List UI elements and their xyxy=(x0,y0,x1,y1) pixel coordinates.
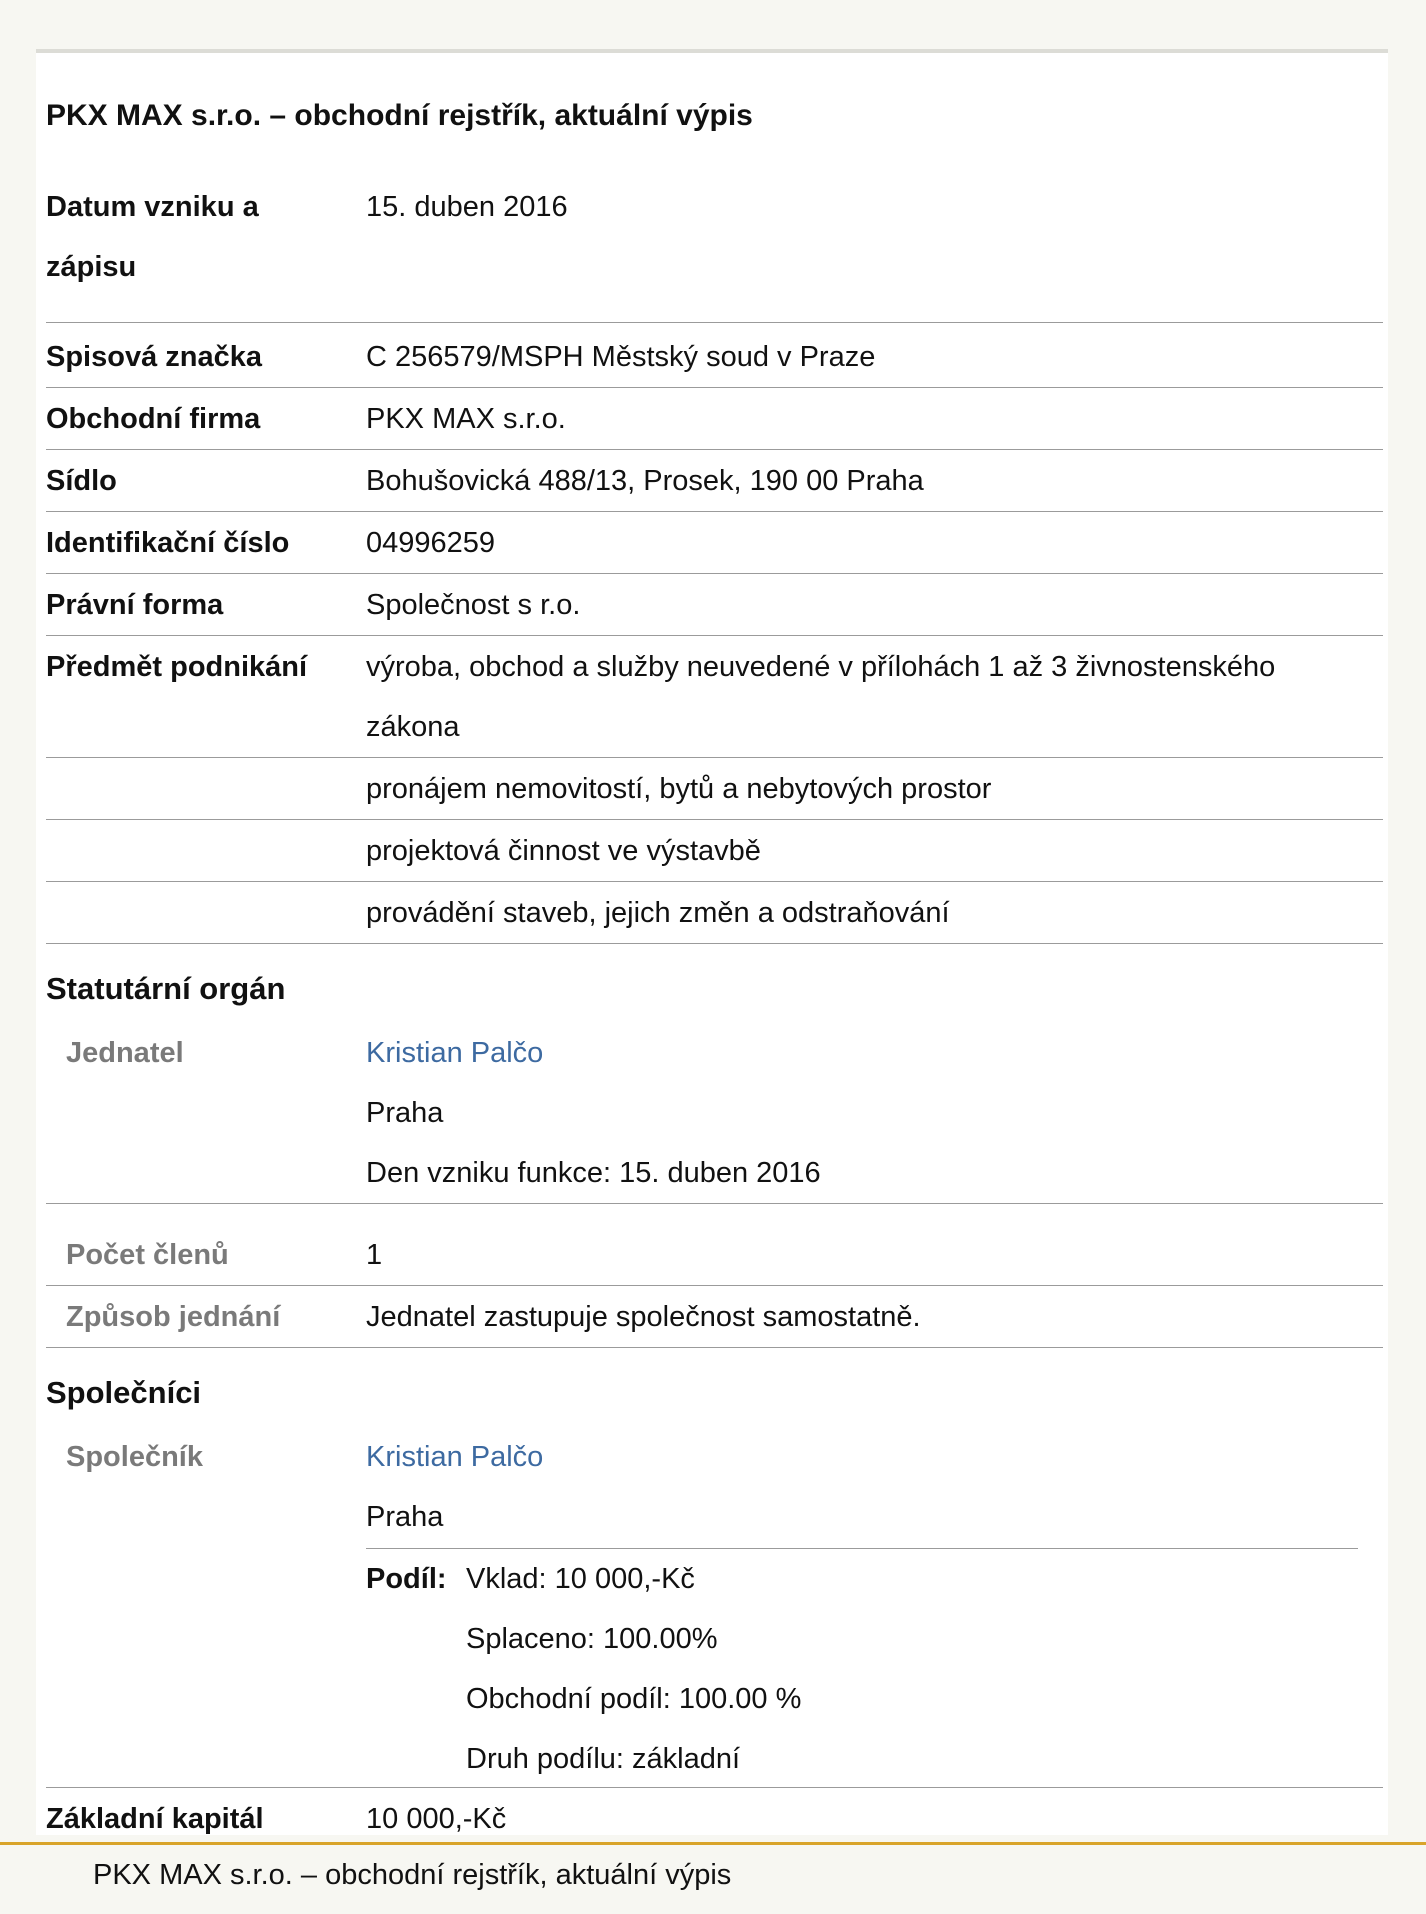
row-value-predmet-3: projektová činnost ve výstavbě xyxy=(366,835,761,867)
row-label-forma: Právní forma xyxy=(46,589,224,621)
row-predmet-2 xyxy=(46,759,1383,820)
row-value-spisova: C 256579/MSPH Městský soud v Praze xyxy=(366,341,876,373)
share-values xyxy=(466,1549,801,1789)
jednatel-name-link[interactable]: Kristian Palčo xyxy=(366,1037,544,1069)
spolecnik-city: Praha xyxy=(366,1501,444,1533)
row-value-spolecnik xyxy=(366,1427,1366,1547)
section-heading-statutarni: Statutární orgán xyxy=(46,971,286,1006)
row-label-pocet: Počet členů xyxy=(66,1239,229,1271)
row-label-spisova: Spisová značka xyxy=(46,341,262,373)
share-label: Podíl: xyxy=(366,1563,447,1595)
row-label-ico: Identifikační číslo xyxy=(46,527,290,559)
jednatel-city: Praha xyxy=(366,1097,444,1129)
row-value-kapital: 10 000,-Kč xyxy=(366,1803,507,1835)
row-pocet xyxy=(46,1225,1383,1286)
row-value-predmet-1: výroba, obchod a služby neuvedené v přílohách 1 až 3 živnostenského zákona xyxy=(366,651,1276,743)
row-predmet-3 xyxy=(46,821,1383,882)
spolecnik-name-link[interactable]: Kristian Palčo xyxy=(366,1441,544,1473)
jednatel-since: Den vzniku funkce: 15. duben 2016 xyxy=(366,1157,821,1189)
row-value-predmet-2: pronájem nemovitostí, bytů a nebytových prostor xyxy=(366,773,992,805)
row-label-predmet: Předmět podnikání xyxy=(46,651,308,683)
footer-title: PKX MAX s.r.o. – obchodní rejstřík, aktuální výpis xyxy=(93,1859,732,1891)
page-footer xyxy=(0,1842,1426,1914)
row-value-ico: 04996259 xyxy=(366,527,496,559)
row-firma xyxy=(46,389,1383,450)
row-value-predmet-4: provádění staveb, jejich změn a odstraňování xyxy=(366,897,950,929)
row-ico xyxy=(46,513,1383,574)
row-value-pocet: 1 xyxy=(366,1239,383,1271)
row-jednatel xyxy=(46,1023,1383,1204)
row-datum xyxy=(46,177,1383,323)
row-forma xyxy=(46,575,1383,636)
row-spisova xyxy=(46,327,1383,388)
row-label-jednatel: Jednatel xyxy=(66,1037,184,1069)
row-value-zpusob: Jednatel zastupuje společnost samostatně. xyxy=(366,1301,921,1333)
share-druh: Druh podílu: základní xyxy=(466,1743,741,1775)
row-label-firma: Obchodní firma xyxy=(46,403,261,435)
row-value-datum: 15. duben 2016 xyxy=(366,191,568,223)
row-kapital xyxy=(46,1789,1383,1850)
row-zpusob xyxy=(46,1287,1383,1348)
row-label-datum: Datum vzniku a zápisu xyxy=(46,191,259,283)
share-vklad: Vklad: 10 000,-Kč xyxy=(466,1563,695,1595)
section-heading-spolecnici: Společníci xyxy=(46,1375,202,1410)
row-spolecnik xyxy=(46,1427,1383,1788)
share-splaceno: Splaceno: 100.00% xyxy=(466,1623,718,1655)
row-label-kapital: Základní kapitál xyxy=(46,1803,264,1835)
row-value-forma: Společnost s r.o. xyxy=(366,589,581,621)
row-value-firma: PKX MAX s.r.o. xyxy=(366,403,566,435)
row-label-zpusob: Způsob jednání xyxy=(66,1301,281,1333)
row-sidlo xyxy=(46,451,1383,512)
row-label-sidlo: Sídlo xyxy=(46,465,117,497)
page-title: PKX MAX s.r.o. – obchodní rejstřík, aktuální výpis xyxy=(46,99,753,132)
row-predmet xyxy=(46,637,1383,758)
register-card xyxy=(36,49,1388,1835)
share-obchodni-podil: Obchodní podíl: 100.00 % xyxy=(466,1683,802,1715)
row-value-jednatel xyxy=(366,1023,1366,1203)
row-predmet-4 xyxy=(46,883,1383,944)
row-label-spolecnik: Společník xyxy=(66,1441,203,1473)
row-value-sidlo: Bohušovická 488/13, Prosek, 190 00 Praha xyxy=(366,465,924,497)
